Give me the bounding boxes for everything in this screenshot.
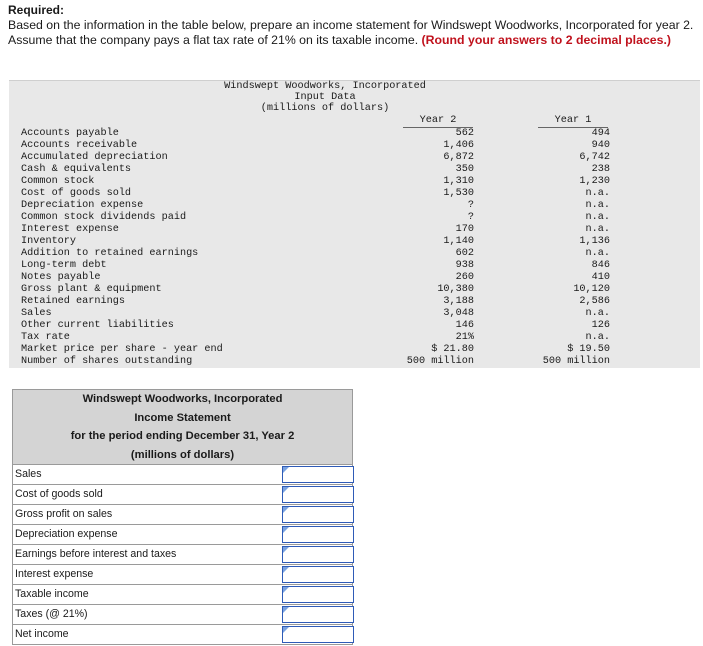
data-row-label: Interest expense [21, 224, 119, 235]
data-row [21, 164, 661, 176]
data-row-label: Notes payable [21, 272, 101, 283]
is-units: (millions of dollars) [130, 448, 235, 461]
required-heading: Required: [8, 3, 65, 17]
data-row-label: Inventory [21, 236, 77, 247]
round-note: (Round your answers to 2 decimal places.) [421, 33, 671, 48]
data-row [21, 152, 661, 164]
is-row [12, 545, 353, 565]
data-row-year2: 938 [455, 260, 474, 271]
data-row-year2: 3,188 [443, 296, 474, 307]
data-row-year2: 146 [455, 320, 474, 331]
input-flag-icon [283, 547, 289, 553]
data-row [21, 236, 661, 248]
data-row-label: Accounts payable [21, 128, 119, 139]
data-row-year1: 500 million [542, 356, 610, 367]
data-row-year1: $ 19.50 [567, 344, 610, 355]
data-row-label: Addition to retained earnings [21, 248, 199, 259]
is-row-spacer [272, 465, 282, 484]
input-flag-icon [283, 607, 289, 613]
data-row-label: Other current liabilities [21, 320, 174, 331]
data-row-year2: 500 million [406, 356, 474, 367]
is-row [12, 465, 353, 485]
data-row-label: Depreciation expense [21, 200, 144, 211]
data-row-year2: ? [467, 200, 474, 211]
data-row-year1: n.a. [585, 212, 610, 223]
is-period: for the period ending December 31, Year 2 [70, 430, 295, 442]
data-row-year1: 410 [591, 272, 610, 283]
data-row-year1: 1,136 [579, 236, 610, 247]
is-row-label: Earnings before interest and taxes [13, 545, 273, 564]
data-row-year2: 602 [455, 248, 474, 259]
data-row-year1: 846 [591, 260, 610, 271]
is-row [12, 565, 353, 585]
data-row-year1: 1,230 [579, 176, 610, 187]
answer-input[interactable] [282, 586, 354, 603]
data-row [21, 260, 661, 272]
data-row-label: Cost of goods sold [21, 188, 132, 199]
input-flag-icon [283, 467, 289, 473]
data-row-year2: 6,872 [443, 152, 474, 163]
data-row-label: Cash & equivalents [21, 164, 132, 175]
data-row-year1: 126 [591, 320, 610, 331]
is-row-label: Depreciation expense [13, 525, 273, 544]
is-row-label: Cost of goods sold [13, 485, 273, 504]
is-row [12, 505, 353, 525]
is-row-spacer [272, 485, 282, 504]
instructions-text: Based on the information in the table below, prepare an income statement for Windswept Woodworks, Incorporated for year 2. Assume that the company pays a flat tax rate of 21% on its taxable income. [8, 18, 694, 48]
data-row [21, 284, 661, 296]
data-row-year2: 170 [455, 224, 474, 235]
input-flag-icon [283, 487, 289, 493]
data-row-year1: 238 [591, 164, 610, 175]
input-data-table [21, 128, 661, 368]
data-row [21, 212, 661, 224]
data-row-label: Gross plant & equipment [21, 284, 162, 295]
data-row-label: Accumulated depreciation [21, 152, 168, 163]
answer-input[interactable] [282, 566, 354, 583]
data-row [21, 272, 661, 284]
data-row [21, 248, 661, 260]
answer-input[interactable] [282, 486, 354, 503]
col-header-year1: Year 1 [554, 115, 592, 126]
input-flag-icon [283, 587, 289, 593]
data-row-year2: 10,380 [437, 284, 474, 295]
data-row-year2: 21% [455, 332, 474, 343]
data-row-label: Market price per share - year end [21, 344, 223, 355]
data-row-year1: 940 [591, 140, 610, 151]
data-row [21, 200, 661, 212]
input-data-units: (millions of dollars) [260, 103, 390, 114]
is-company: Windswept Woodworks, Incorporated [82, 393, 283, 405]
data-row-year2: $ 21.80 [431, 344, 474, 355]
is-row-label: Net income [13, 625, 273, 644]
data-row-label: Tax rate [21, 332, 70, 343]
data-row [21, 320, 661, 332]
data-row-year2: 1,310 [443, 176, 474, 187]
data-row-year1: 494 [591, 128, 610, 139]
input-flag-icon [283, 507, 289, 513]
answer-input[interactable] [282, 466, 354, 483]
data-row-label: Accounts receivable [21, 140, 138, 151]
data-row-year2: ? [467, 212, 474, 223]
is-row-spacer [272, 585, 282, 604]
data-row-label: Number of shares outstanding [21, 356, 193, 367]
is-row-label: Taxes (@ 21%) [13, 605, 273, 624]
is-row-spacer [272, 505, 282, 524]
is-title: Income Statement [134, 411, 231, 424]
data-row-year1: 10,120 [573, 284, 610, 295]
input-flag-icon [283, 567, 289, 573]
is-row-label: Interest expense [13, 565, 273, 584]
input-flag-icon [283, 627, 289, 633]
data-row-year2: 1,406 [443, 140, 474, 151]
data-row-year2: 562 [455, 128, 474, 139]
data-row-year1: 6,742 [579, 152, 610, 163]
answer-input[interactable] [282, 526, 354, 543]
is-row-spacer [272, 625, 282, 644]
data-row-year2: 260 [455, 272, 474, 283]
data-row [21, 296, 661, 308]
data-row-year1: n.a. [585, 188, 610, 199]
input-flag-icon [283, 527, 289, 533]
data-row [21, 308, 661, 320]
is-row [12, 585, 353, 605]
data-row [21, 356, 661, 368]
input-data-title: Input Data [294, 92, 356, 103]
col-header-year2: Year 2 [419, 115, 457, 126]
is-row-spacer [272, 525, 282, 544]
income-statement-rows [12, 465, 353, 645]
is-row-spacer [272, 545, 282, 564]
is-row-spacer [272, 605, 282, 624]
is-row-spacer [272, 565, 282, 584]
answer-input[interactable] [282, 626, 354, 643]
is-row [12, 485, 353, 505]
is-row [12, 525, 353, 545]
income-statement-form [12, 389, 353, 645]
data-row-year2: 1,140 [443, 236, 474, 247]
data-row-year1: n.a. [585, 332, 610, 343]
data-row [21, 224, 661, 236]
instructions [8, 18, 698, 48]
data-row-year2: 350 [455, 164, 474, 175]
data-row-year1: 2,586 [579, 296, 610, 307]
data-row-year2: 1,530 [443, 188, 474, 199]
data-row-label: Long-term debt [21, 260, 107, 271]
data-row-label: Common stock dividends paid [21, 212, 187, 223]
data-row [21, 344, 661, 356]
is-row-label: Sales [13, 465, 273, 484]
input-data-company: Windswept Woodworks, Incorporated [224, 81, 426, 92]
data-row [21, 188, 661, 200]
data-row-label: Common stock [21, 176, 95, 187]
income-statement-header [12, 389, 353, 465]
data-row [21, 140, 661, 152]
is-row-label: Taxable income [13, 585, 273, 604]
is-row [12, 625, 353, 645]
data-row [21, 128, 661, 140]
answer-input[interactable] [282, 546, 354, 563]
data-row-year1: n.a. [585, 224, 610, 235]
data-row [21, 176, 661, 188]
is-row [12, 605, 353, 625]
data-row [21, 332, 661, 344]
data-row-label: Retained earnings [21, 296, 125, 307]
data-row-label: Sales [21, 308, 52, 319]
answer-input[interactable] [282, 606, 354, 623]
data-row-year2: 3,048 [443, 308, 474, 319]
answer-input[interactable] [282, 506, 354, 523]
is-row-label: Gross profit on sales [13, 505, 273, 524]
data-row-year1: n.a. [585, 308, 610, 319]
data-row-year1: n.a. [585, 248, 610, 259]
data-row-year1: n.a. [585, 200, 610, 211]
